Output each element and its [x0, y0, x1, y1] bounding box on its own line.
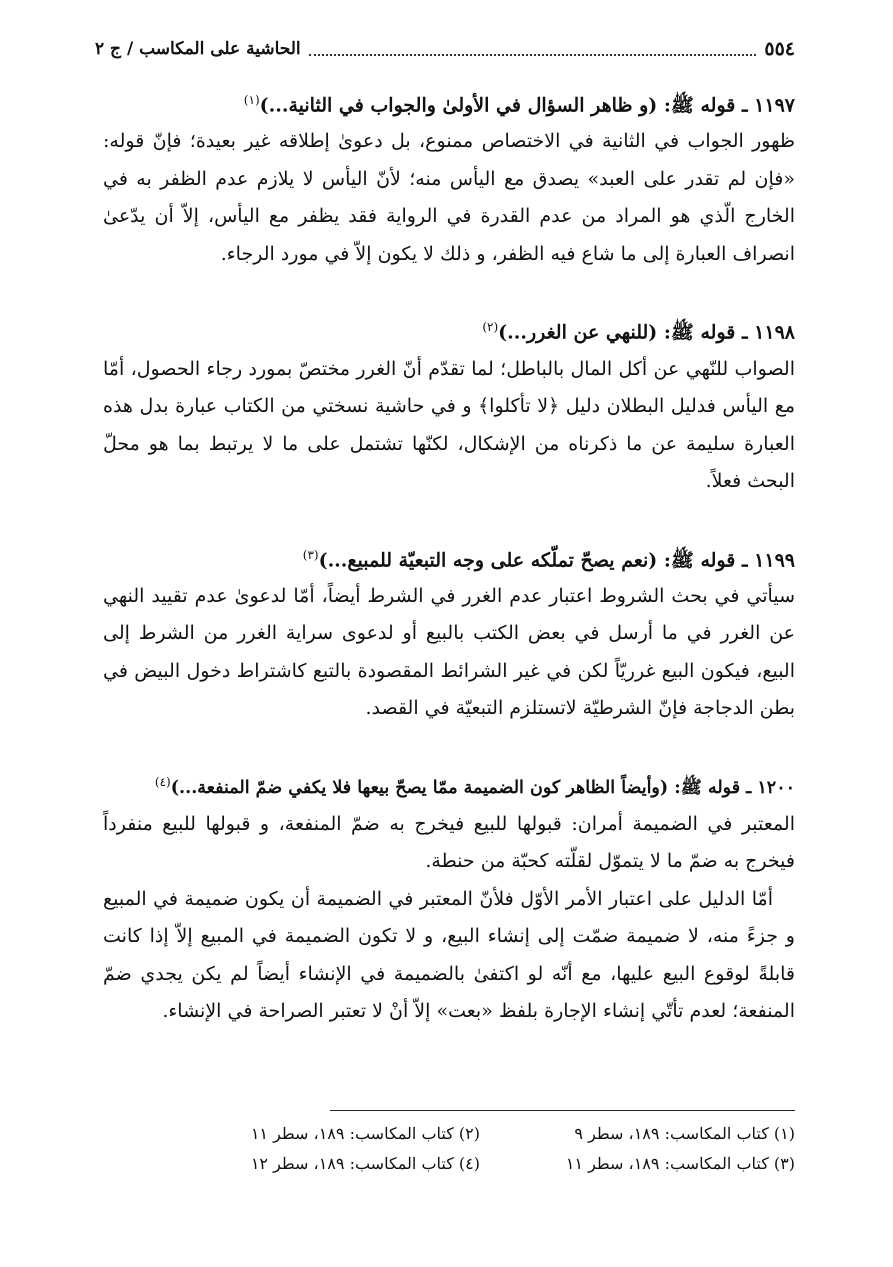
paragraph: ظهور الجواب في الثانية في الاختصاص ممنوع، بل دعوىٰ إطلاقه غير بعيدة؛ فإنّ قوله: «فإن لم تقدر على العبد» يصدق مع اليأس منه؛ لأنّ اليأس لا يلازم عدم الظفر به في الخارج الّذي هو المراد من عدم القدرة في الرواية فقد يظفر مع اليأس، إلاّ أن يدّعىٰ انصراف العبارة إلى ما شاع فيه الظفر، و ذلك لا يكون إلاّ في مورد الرجاء.: [103, 130, 795, 265]
paragraph: أمّا الدليل على اعتبار الأمر الأوّل فلأنّ المعتبر في الضميمة أن يكون ضميمة في المبيع و جزءً منه، لا ضميمة ضمّت إلى إنشاء البيع، و لا تكون الضميمة في المبيع إلاّ إذا كانت قابلةً لوقوع البيع عليها، مع أنّه لو اكتفىٰ بالضميمة في الإنشاء أيضاً لم يكن يجدي ضمّ المنفعة؛ لعدم تأتّي إنشاء الإجارة بلفظ «بعت» إلاّ أنْ لا تعتبر الصراحة في الإنشاء.: [103, 887, 795, 1023]
paragraph: سيأتي في بحث الشروط اعتبار عدم الغرر في الشرط أيضاً، أمّا لدعوىٰ عدم تقييد النهي عن الغرر في ما أرسل في بعض الكتب بالبيع أو لدعوى سراية الغرر من الشرط إلى البيع، فيكون البيع غرريّاً لكن في غير الشرائط المقصودة بالتبع كاشتراط دخول البيض في بطن الدجاجة فإنّ الشرطيّة لاتستلزم التبعيّة في القصد.: [103, 584, 795, 720]
footnote-marker: (١): [243, 93, 260, 107]
footnote: (٤) كتاب المكاسب: ١٨٩، سطر ١٢: [250, 1154, 480, 1173]
commentary-section: [103, 537, 795, 728]
page-number: ٥٥٤: [764, 38, 795, 60]
footnote-separator: [330, 1110, 795, 1111]
section-heading: ١٢٠٠ ـ قوله ﷺ: (وأيضاً الظاهر كون الضميمة ممّا يصحّ بيعها فلا يكفي ضمّ المنفعة...)$^{(٤)}$: [154, 774, 795, 798]
running-title: الحاشية على المكاسب / ج ٢: [95, 39, 301, 59]
footnote: (٣) كتاب المكاسب: ١٨٩، سطر ١١: [565, 1154, 795, 1173]
section-heading: ١١٩٩ ـ قوله ﷺ: (نعم يصحّ تملّكه على وجه التبعيّة للمبيع...)$^{(٣)}$: [302, 547, 795, 571]
running-header: [95, 34, 795, 64]
footnote-marker: (٤): [154, 774, 171, 789]
paragraph: الصواب للنّهي عن أكل المال بالباطل؛ لما تقدّم أنّ الغرر مختصّ بمورد رجاء الحصول، أمّا مع اليأس فدليل البطلان دليل ﴿لا تأكلوا﴾ و في حاشية نسختي من الكتاب عبارة بدل هذه العبارة سليمة عن ما ذكرناه من الإشكال، لكنّها تشتمل على ما لا يرتبط بما هو محلّ البحث فعلاً.: [103, 357, 795, 493]
section-heading: ١١٩٧ ـ قوله ﷺ: (و ظاهر السؤال في الأولىٰ والجواب في الثانية...)$^{(١)}$: [243, 93, 795, 117]
paragraph: المعتبر في الضميمة أمران: قبولها للبيع فيخرج به ضمّ المنفعة، و قبولها للبيع منفرداً فيخرج به ضمّ ما لا يتموّل لقلّته كحبّة من حنطة.: [103, 812, 795, 873]
footnote-marker: (٣): [302, 547, 319, 562]
main-text: [103, 82, 795, 1031]
footnote: (١) كتاب المكاسب: ١٨٩، سطر ٩: [574, 1124, 795, 1143]
footnote: (٢) كتاب المكاسب: ١٨٩، سطر ١١: [250, 1124, 480, 1143]
footnote-marker: (٢): [482, 320, 499, 335]
commentary-section: [103, 309, 795, 500]
section-heading: ١١٩٨ ـ قوله ﷺ: (للنهي عن الغرر...)$^{(٢)}$: [482, 320, 795, 344]
commentary-section: [103, 82, 795, 273]
commentary-section: [103, 764, 795, 1031]
footnotes: [195, 1120, 795, 1178]
header-dot-leader: [309, 42, 757, 56]
